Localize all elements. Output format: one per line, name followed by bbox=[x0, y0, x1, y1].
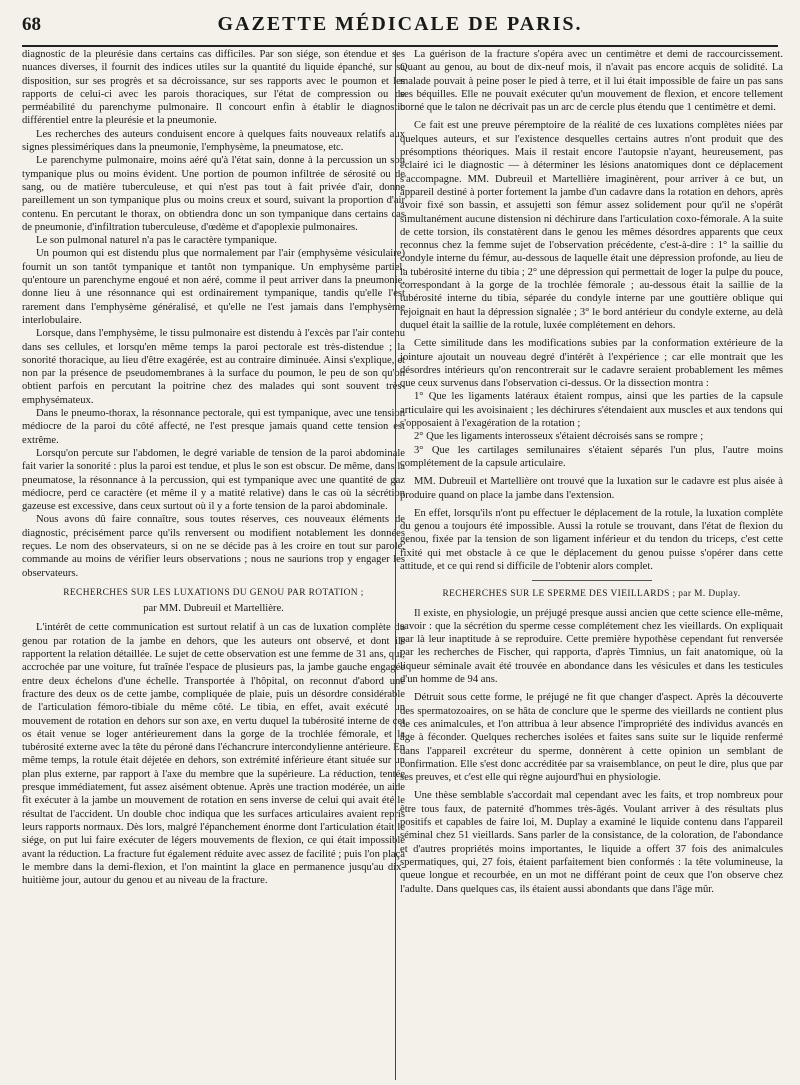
paragraph: Un poumon qui est distendu plus que normalement par l'air (emphysème vésiculaire) fournit un son tantôt tympanique et tantôt non tympanique. Un emphysème partiel, qu'entoure un parenchyme engoué et non aéré, comme il peut arriver dans la pneumonie, donne lieu à une résonnance qui est ordinairement tympanique, tandis qu'elle l'est rarement dans l'emphysème généralisé, et qu'elle ne l'est jamais dans l'emphysème interlobulaire. bbox=[22, 248, 405, 326]
section-title: RECHERCHES SUR LES LUXATIONS DU GENOU PAR ROTATION ; bbox=[63, 587, 364, 598]
paragraph: Ce fait est une preuve péremptoire de la réalité de ces luxations complètes niées par quelques auteurs, et sur l'existence desquelles certains autres n'ont produit que des présomptions théoriques. Mais il restait encore l'autopsie n'ayant, heureusement, pas éclairé ici le diagnostic — à déterminer les lésions anatomiques dont ce déplacement s'accompagne. MM. Dubreuil et Martellière imaginèrent, pour arriver à ce but, un appareil destiné à porter fortement la jambe d'un cadavre dans la rotation en dehors, après avoir fixé son bassin, et assujetti son fémur assez solidement pour qu'il ne s'opérât simultanément aucune distension ni déchirure dans l'articulation coxo-fémorale. A la suite de cette torsion, ils constatèrent dans le genou les mêmes désordres apparents que ceux reconnus chez la femme sujet de l'observation précédente, c'est-à-dire : 1° la saillie du condyle interne du fémur, au-dessous de laquelle était une dépression profonde, au lieu de la tubérosité interne du tibia ; 2° une dépression qui permettait de loger la pulpe du pouce, correspondant à la gorge de la trochlée fémorale ; au-dessous était la saillie de la tubérosité interne du tibia, séparée du condyle interne par une gouttière oblique qui rejoignait en haut la dépression signalée ; 3° le bord antérieur du condyle externe, au delà duquel était la saillie de la rotule, luxée complétement en dehors. bbox=[400, 120, 783, 331]
paragraph: 2° Que les ligaments interosseux s'étaient décroisés sans se rompre ; bbox=[414, 431, 704, 443]
section-rule bbox=[532, 580, 652, 581]
paragraph: Cette similitude dans les modifications subies par la conformation extérieure de la jointure ajoutait un nouveau degré d'intérêt à l'expérience ; car elle montrait que les désordres intérieurs qu'on rencontrerait sur le cadavre seraient probablement les mêmes que ceux survenus dans l'observation ci-dessus. Or la dissection montra : bbox=[400, 338, 783, 390]
paragraph: 1° Que les ligaments latéraux étaient rompus, ainsi que les parties de la capsule articulaire qui les avoisinaient ; les déchirures s'étendaient aux muscles et aux tendons qui s'opposaient à l'exagération de la rotation ; bbox=[400, 391, 783, 430]
section-title: RECHERCHES SUR LE SPERME DES VIEILLARDS ; par M. Duplay. bbox=[442, 589, 741, 600]
paragraph: En effet, lorsqu'ils n'ont pu effectuer le déplacement de la rotule, la luxation complète du genou a toujours été impossible. Aussi la rotule se trouvant, dans l'état de flexion du genou, fixée par la tension de son ligament inférieur et du tendon du triceps, c'est cette fixité qui met obstacle à ce que le déplacement du genou puisse s'opérer dans cette attitude, et ce qui rend si difficile de l'obtenir alors complet. bbox=[400, 507, 783, 572]
section-authors: par MM. Dubreuil et Martellière. bbox=[143, 603, 284, 615]
right-column bbox=[400, 48, 783, 1080]
paragraph: 3° Que les cartilages semilunaires s'étaient séparés l'un plus, l'autre moins complétement de la capsule articulaire. bbox=[400, 444, 783, 469]
page-number: 68 bbox=[22, 14, 41, 35]
paragraph: Les recherches des auteurs conduisent encore à quelques faits nouveaux relatifs aux signes plessimériques dans la pneumonie, l'emphysème, la pneumatose, etc. bbox=[22, 128, 405, 154]
paragraph: Dans le pneumo-thorax, la résonnance pectorale, qui est tympanique, avec une tension médiocre de la paroi du côté affecté, ne l'est presque jamais quand cette tension est extrême. bbox=[22, 408, 405, 446]
page-header bbox=[22, 10, 778, 44]
paragraph: Il existe, en physiologie, un préjugé presque aussi ancien que cette science elle-même, savoir : que la sécrétion du sperme cesse complétement chez les vieillards. On expliquait par là leur inaptitude à se reproduire. Cette première hypothèse cependant fut renversée par les recherches de Fischer, qui rapporta, d'après Timnius, un fait anatomique, où la liqueur séminale avait été trouvée en abondance dans les vésicules et dans les testicules d'un homme de 94 ans. bbox=[400, 607, 783, 686]
paragraph: diagnostic de la pleurésie dans certains cas difficiles. Par son siége, son étendue et ses nuances diverses, il fournit des indices utiles sur la quantité du liquide épanché, sur sa disposition, sur ses progrès et sa décroissance, sur ses rapports avec le poumon et les rapports de celui-ci avec les parois thoraciques, sur l'état de compression ou de perméabilité du parenchyme pulmonaire. Il concourt enfin à établir le diagnostic différentiel entre la pleurésie et la pneumonie. bbox=[22, 49, 405, 127]
paragraph: Le son pulmonal naturel n'a pas le caractère tympanique. bbox=[36, 235, 278, 247]
paragraph: Lorsqu'on percute sur l'abdomen, le degré variable de tension de la paroi abdominale fait varier la sonorité : plus la paroi est tendue, et plus le son est obscur. De même, dans la pneumatose, la résonnance à la percussion, qui est tympanique avec une quantité de gaz médiocre, perd ce caractère (et même il y a matité relative) dans le cas où la sécrétion gazeuse est excessive, dans ceux surtout où il y a forte tension de la paroi abdominale. bbox=[22, 447, 405, 513]
column-divider bbox=[395, 50, 396, 1080]
paragraph: L'intérêt de cette communication est surtout relatif à un cas de luxation complète du genou par rotation de la jambe en dehors, que les auteurs ont observé, et dont ils rapportent la relation détaillée. Le sujet de cette observation est une femme de 31 ans, qui, accrochée par une voiture, fut traînée l'espace de plusieurs pas, la jambe gauche engagée entre deux échelons d'une échelle. Transportée à l'hôpital, on reconnut d'abord une fracture des deux os de cette jambe, compliquée de plaie, puis un désordre considérable de l'articulation fémoro-tibiale du même côté. Le tibia, en effet, avait exécuté un mouvement de rotation en dehors sur son axe, en vertu duquel la tubérosité interne de cet os était venue se loger antérieurement dans la gorge de la trochlée fémorale, et la tubérosité externe avec la tête du péroné dans l'échancrure intercondylienne antérieure. En même temps, la rotule était déjetée en dehors, son extrémité inférieure étant située sur un plan plus externe, par rapport à l'axe du membre que la supérieure. La réduction, tentée presque immédiatement, fut assez aisément obtenue. Après une traction modérée, un aide fit exécuter à la jambe un mouvement de rotation en sens inverse de celui qui avait été le résultat de l'accident. Un double choc indiqua que les surfaces articulaires avaient repris leurs rapports normaux. Dès lors, malgré l'épanchement énorme dont l'articulation était le siége, on put lui faire exécuter de légers mouvements de flexion, ce qui était impossible avant la réduction. La fracture fut également réduite avec assez de facilité ; puis l'on plaça le membre dans la demi-flexion, et l'on maintint la glace en permanence jusqu'au dix-huitième jour, autour du genou et au niveau de la fracture. bbox=[22, 622, 405, 887]
journal-title: GAZETTE MÉDICALE DE PARIS. bbox=[217, 13, 583, 35]
paragraph: Le parenchyme pulmonaire, moins aéré qu'à l'état sain, donne à la percussion un son tympanique plus ou moins évident. Une portion de poumon infiltrée de sérosité ou de sang, ou de matière tuberculeuse, et qui n'est pas tout à fait privée d'air, donne pareillement un son tympanique plus ou moins creux et sourd, suivant la proportion d'air contenu. En percutant le thorax, on obtiendra donc un son tympanique dans certains cas de pneumonie, d'infiltration tuberculeuse, d'œdème et d'apoplexie pulmonaires. bbox=[22, 155, 405, 233]
paragraph: Nous avons dû faire connaître, sous toutes réserves, ces nouveaux éléments de diagnostic, précisément parce qu'ils renversent ou modifient notablement les données reçues. Le nom des observateurs, si on ne se décide pas à les croire en tout sur parole, commande au moins de vérifier leurs observations ; nous ne saurions trop y engager les observateurs. bbox=[22, 514, 405, 579]
left-column bbox=[22, 48, 405, 1080]
paragraph: Lorsque, dans l'emphysème, le tissu pulmonaire est distendu à l'excès par l'air contenu dans ses cellules, et lorsqu'en même temps la paroi pectorale est très-distendue ; la sonorité thoracique, au lieu d'être exagérée, est au contraire diminuée. Ainsi s'explique, et non par la présence de pseudomembranes à la surface du poumon, le peu de son qu'on obtient parfois en percutant la poitrine chez des malades qui sont souvent très-emphysémateux. bbox=[22, 328, 405, 406]
paragraph: MM. Dubreuil et Martellière ont trouvé que la luxation sur le cadavre est plus aisée à produire quand on place la jambe dans l'extension. bbox=[400, 476, 783, 501]
paragraph: Détruit sous cette forme, le préjugé ne fit que changer d'aspect. Après la découverte des spermatozoaires, on se hâta de conclure que le sperme des vieillards ne contient plus de ces animalcules, et l'on attribua à leur absence l'impropriété des individus avancés en âge à féconder. Quelques recherches isolées et faites sans suite sur le liquide renfermé dans l'appareil excréteur du sperme, donnèrent à cette opinion un semblant de confirmation. Elle s'est donc accréditée par sa vraisemblance, on peut le dire, plus que par ses preuves, et c'est elle qui règne aujourd'hui en physiologie. bbox=[400, 692, 783, 784]
paragraph: La guérison de la fracture s'opéra avec un centimètre et demi de raccourcissement. Quant au genou, au bout de dix-neuf mois, il n'avait pas encore acquis de solidité. La malade pouvait à peine poser le pied à terre, et il lui était impossible de faire un pas sans ses béquilles. Elle ne pouvait exécuter qu'un mouvement de flexion, et encore tellement borné que le talon ne décrivait pas un arc de cercle plus étendu que 1 centimètre et demi. bbox=[400, 49, 783, 114]
paragraph: Une thèse semblable s'accordait mal cependant avec les faits, et trop nombreux pour être tous faux, de paternité d'hommes très-âgés. Voulant arriver à des résultats plus positifs et capables de faire loi, M. Duplay a examiné le liquide contenu dans l'appareil séminal chez 51 vieillards. Sans parler de la consistance, de la coloration, de l'abondance et d'autres propriétés moins importantes, le liquide a offert 37 fois des animalcules spermatiques, qui, 27 fois, étaient parfaitement bien conformés : la tête volumineuse, la queue longue et recourbée, en un mot ne différant point de ceux que l'on observe chez l'adulte. Dans quelques cas, ils étaient aussi abondants que dans l'âge mûr. bbox=[400, 790, 783, 895]
header-rule bbox=[22, 45, 778, 47]
